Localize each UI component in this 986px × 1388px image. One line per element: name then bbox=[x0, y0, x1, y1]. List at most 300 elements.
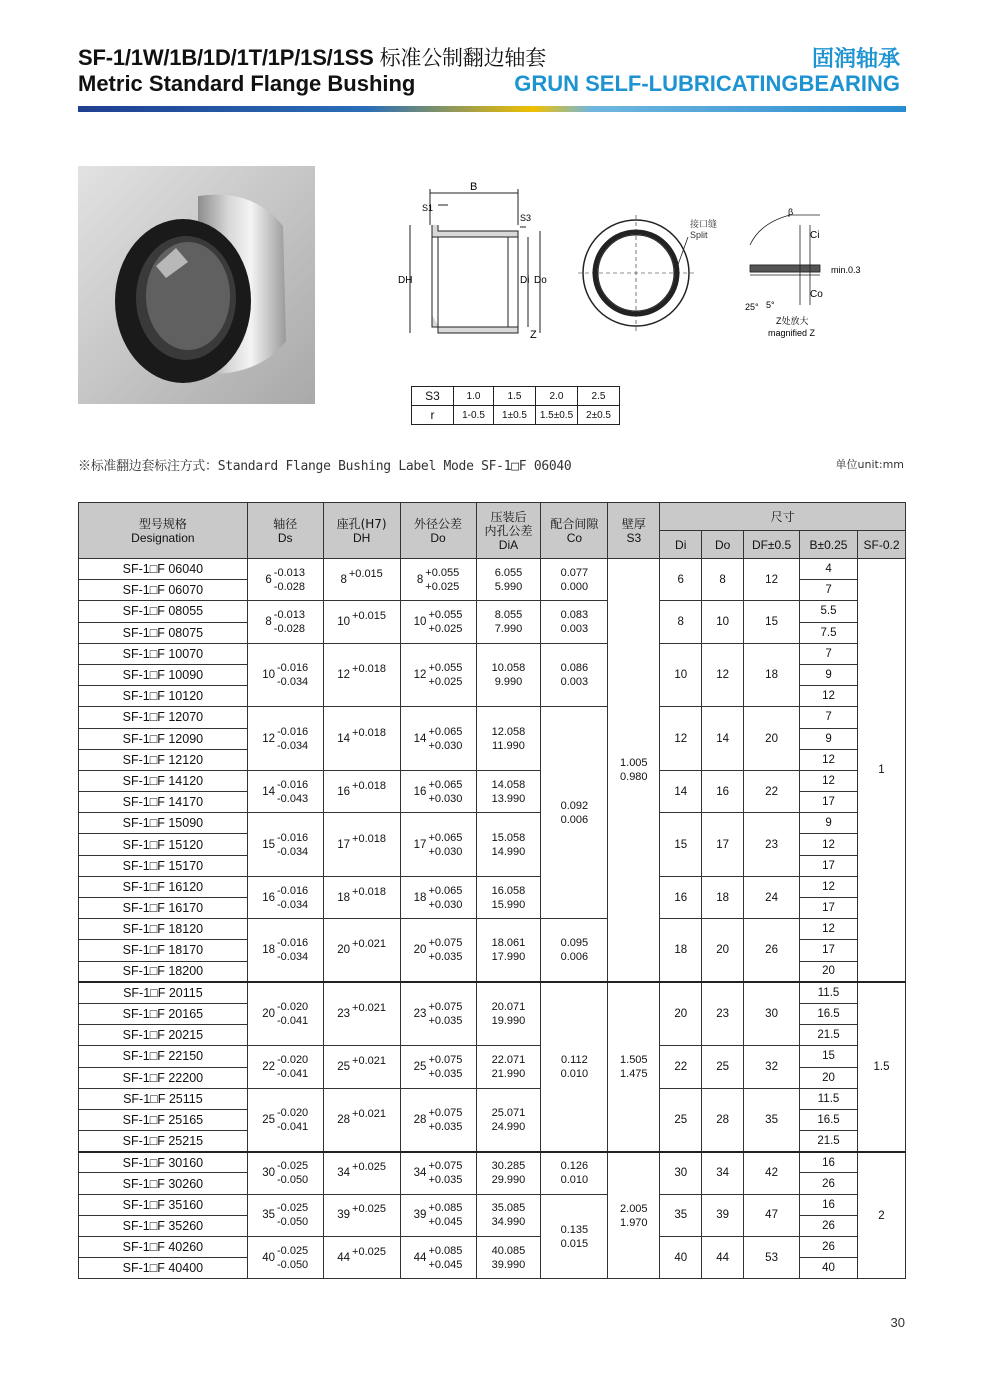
dim-do-label: Do bbox=[534, 275, 547, 286]
outer-cell-lower: +0.045 bbox=[428, 1216, 463, 1229]
co-label: Co bbox=[810, 289, 823, 300]
pressed-id-cell-upper: 30.285 bbox=[491, 1160, 526, 1173]
housing-cell bbox=[323, 813, 400, 877]
page-subtitle: Metric Standard Flange Bushing bbox=[78, 71, 416, 96]
do-cell: 23 bbox=[702, 982, 744, 1046]
s3-value: 2.0 bbox=[536, 387, 578, 406]
shaft-cell-nominal: 25 bbox=[262, 1113, 275, 1126]
outer-cell-upper: +0.075 bbox=[428, 1160, 463, 1173]
shaft-cell-upper: -0.016 bbox=[276, 884, 309, 897]
outer-cell-lower: +0.035 bbox=[428, 1015, 463, 1028]
table-row bbox=[79, 982, 906, 1003]
clearance-cell-upper: 0.112 bbox=[561, 1054, 588, 1066]
outer-cell bbox=[400, 643, 476, 707]
shaft-cell bbox=[247, 876, 323, 918]
housing-cell bbox=[323, 601, 400, 643]
pressed-id-cell bbox=[476, 1194, 541, 1236]
shaft-cell-lower: -0.041 bbox=[276, 1015, 309, 1028]
shaft-cell bbox=[247, 559, 323, 601]
shaft-cell bbox=[247, 601, 323, 643]
dfl-cell: 24 bbox=[744, 876, 800, 918]
outer-cell-lower: +0.030 bbox=[428, 792, 463, 805]
outer-cell-nominal: 12 bbox=[413, 669, 427, 682]
di-cell: 20 bbox=[660, 982, 702, 1046]
designation-cell: SF-1□F 06070 bbox=[79, 580, 248, 601]
outer-cell-upper: +0.085 bbox=[428, 1202, 463, 1215]
shaft-cell bbox=[247, 813, 323, 877]
housing-cell-nominal: 14 bbox=[337, 732, 351, 745]
outer-cell-nominal: 18 bbox=[413, 891, 427, 904]
outer-cell-nominal: 17 bbox=[413, 838, 427, 851]
r-value: 1±0.5 bbox=[494, 406, 536, 425]
wall-cell-upper: 2.005 bbox=[620, 1202, 648, 1215]
housing-cell-upper: +0.015 bbox=[352, 610, 386, 623]
designation-cell: SF-1□F 12090 bbox=[79, 728, 248, 749]
outer-cell-upper: +0.075 bbox=[428, 1106, 463, 1119]
table-row bbox=[79, 876, 906, 897]
pressed-id-cell bbox=[476, 1046, 541, 1088]
clearance-cell-upper: 0.077 bbox=[560, 566, 589, 579]
shaft-cell-nominal: 18 bbox=[262, 944, 275, 957]
table-row bbox=[79, 1237, 906, 1258]
outer-cell-lower: +0.035 bbox=[428, 951, 463, 964]
angle-5-label: 5° bbox=[766, 300, 775, 310]
pressed-id-cell-upper: 12.058 bbox=[491, 725, 526, 738]
pressed-id-cell-upper: 40.085 bbox=[491, 1244, 526, 1257]
do-cell: 34 bbox=[702, 1152, 744, 1194]
col-size-group: 尺寸 bbox=[660, 503, 906, 531]
housing-cell-upper: +0.015 bbox=[348, 567, 383, 580]
outer-cell-nominal: 20 bbox=[413, 944, 427, 957]
designation-cell: SF-1□F 08055 bbox=[79, 601, 248, 622]
shaft-cell-lower: -0.034 bbox=[276, 898, 309, 911]
b-cell: 17 bbox=[800, 898, 858, 919]
shaft-cell-upper: -0.025 bbox=[276, 1244, 309, 1257]
outer-cell-nominal: 39 bbox=[413, 1209, 427, 1222]
outer-cell bbox=[400, 601, 476, 643]
designation-cell: SF-1□F 30160 bbox=[79, 1152, 248, 1173]
designation-cell: SF-1□F 18170 bbox=[79, 940, 248, 961]
designation-cell: SF-1□F 12070 bbox=[79, 707, 248, 728]
outer-cell bbox=[400, 559, 476, 601]
shaft-cell-upper: -0.020 bbox=[276, 1054, 309, 1066]
designation-cell: SF-1□F 22200 bbox=[79, 1067, 248, 1088]
pressed-id-cell-upper: 22.071 bbox=[491, 1054, 526, 1066]
outer-cell-nominal: 25 bbox=[413, 1061, 427, 1073]
clearance-cell-upper: 0.095 bbox=[560, 937, 589, 950]
wall-cell bbox=[608, 1152, 660, 1279]
housing-cell bbox=[323, 770, 400, 812]
designation-cell: SF-1□F 20115 bbox=[79, 982, 248, 1003]
housing-cell bbox=[323, 1194, 400, 1236]
housing-cell bbox=[323, 643, 400, 707]
designation-cell: SF-1□F 16170 bbox=[79, 898, 248, 919]
housing-cell-upper: +0.021 bbox=[352, 1055, 386, 1067]
col-b: B±0.25 bbox=[800, 531, 858, 559]
outer-cell bbox=[400, 919, 476, 983]
title-cn: 标准公制翻边轴套 bbox=[379, 46, 546, 70]
magnified-label-cn: Z处放大 bbox=[776, 316, 809, 326]
pressed-id-cell-upper: 16.058 bbox=[491, 884, 526, 897]
clearance-cell-lower: 0.003 bbox=[560, 676, 589, 689]
clearance-cell-lower: 0.010 bbox=[560, 1068, 589, 1080]
shaft-cell-nominal: 14 bbox=[262, 785, 275, 798]
page-title bbox=[78, 42, 546, 72]
designation-cell: SF-1□F 14120 bbox=[79, 770, 248, 791]
designation-cell: SF-1□F 12120 bbox=[79, 749, 248, 770]
b-cell: 7.5 bbox=[800, 622, 858, 643]
pressed-id-cell bbox=[476, 559, 541, 601]
angle-beta-label: β bbox=[788, 207, 794, 217]
col-shaft: 轴径 Ds bbox=[247, 503, 323, 559]
clearance-cell-upper: 0.086 bbox=[560, 662, 589, 675]
housing-cell bbox=[323, 1237, 400, 1279]
table-row bbox=[79, 1046, 906, 1067]
pressed-id-cell bbox=[476, 707, 541, 771]
outer-cell-nominal: 8 bbox=[416, 573, 424, 586]
di-cell: 18 bbox=[660, 919, 702, 983]
outer-cell-nominal: 10 bbox=[413, 616, 427, 629]
angle-25-label: 25° bbox=[745, 302, 759, 312]
shaft-cell-nominal: 20 bbox=[262, 1008, 275, 1021]
designation-cell: SF-1□F 15120 bbox=[79, 834, 248, 855]
pressed-id-cell-lower: 14.990 bbox=[491, 845, 526, 858]
title-en: SF-1/1W/1B/1D/1T/1P/1S/1SS bbox=[78, 45, 374, 70]
designation-cell: SF-1□F 10120 bbox=[79, 686, 248, 707]
shaft-cell bbox=[247, 1194, 323, 1236]
table-row bbox=[79, 813, 906, 834]
pressed-id-cell-lower: 34.990 bbox=[491, 1216, 526, 1229]
shaft-cell-lower: -0.050 bbox=[276, 1258, 309, 1271]
designation-cell: SF-1□F 25215 bbox=[79, 1131, 248, 1152]
table-row bbox=[79, 1152, 906, 1173]
housing-cell-upper: +0.025 bbox=[352, 1203, 386, 1216]
shaft-cell bbox=[247, 1237, 323, 1279]
designation-cell: SF-1□F 20215 bbox=[79, 1025, 248, 1046]
table-row bbox=[79, 919, 906, 940]
pressed-id-cell-upper: 18.061 bbox=[491, 937, 526, 950]
housing-cell-nominal: 18 bbox=[337, 891, 351, 904]
designation-cell: SF-1□F 35160 bbox=[79, 1194, 248, 1215]
pressed-id-cell-upper: 25.071 bbox=[491, 1106, 526, 1119]
shaft-cell-upper: -0.020 bbox=[276, 1106, 309, 1119]
housing-cell-upper: +0.018 bbox=[352, 832, 386, 845]
min-label: min.0.3 bbox=[831, 265, 861, 275]
di-cell: 12 bbox=[660, 707, 702, 771]
housing-cell bbox=[323, 919, 400, 983]
housing-cell-nominal: 20 bbox=[337, 944, 351, 957]
product-photo bbox=[78, 166, 315, 404]
do-cell: 17 bbox=[702, 813, 744, 877]
housing-cell-nominal: 16 bbox=[337, 785, 351, 798]
designation-cell: SF-1□F 18120 bbox=[79, 919, 248, 940]
dfl-cell: 30 bbox=[744, 982, 800, 1046]
housing-cell-nominal: 8 bbox=[340, 573, 347, 586]
outer-cell-nominal: 16 bbox=[413, 785, 427, 798]
housing-cell bbox=[323, 1088, 400, 1152]
pressed-id-cell-lower: 5.990 bbox=[494, 580, 523, 593]
designation-cell: SF-1□F 40260 bbox=[79, 1237, 248, 1258]
di-cell: 40 bbox=[660, 1237, 702, 1279]
pressed-id-cell bbox=[476, 813, 541, 877]
shaft-cell-lower: -0.034 bbox=[276, 676, 309, 689]
col-housing: 座孔(H7) DH bbox=[323, 503, 400, 559]
shaft-cell-nominal: 16 bbox=[262, 891, 275, 904]
pressed-id-cell-lower: 13.990 bbox=[491, 792, 526, 805]
col-sfl: SF-0.2 bbox=[857, 531, 905, 559]
table-body bbox=[79, 559, 906, 1279]
do-cell: 12 bbox=[702, 643, 744, 707]
pressed-id-cell bbox=[476, 982, 541, 1046]
housing-cell bbox=[323, 559, 400, 601]
table-row bbox=[79, 643, 906, 664]
housing-cell bbox=[323, 1152, 400, 1194]
outer-cell bbox=[400, 1088, 476, 1152]
outer-cell-lower: +0.025 bbox=[425, 580, 460, 593]
dfl-cell: 35 bbox=[744, 1088, 800, 1152]
do-cell: 18 bbox=[702, 876, 744, 918]
shaft-cell-lower: -0.034 bbox=[276, 951, 309, 964]
b-cell: 12 bbox=[800, 770, 858, 791]
dfl-cell: 53 bbox=[744, 1237, 800, 1279]
shaft-cell-lower: -0.043 bbox=[276, 792, 309, 805]
housing-cell-upper: +0.021 bbox=[352, 1002, 386, 1015]
shaft-cell bbox=[247, 982, 323, 1046]
outer-cell bbox=[400, 1152, 476, 1194]
b-cell: 7 bbox=[800, 707, 858, 728]
b-cell: 21.5 bbox=[800, 1025, 858, 1046]
shaft-cell-nominal: 40 bbox=[262, 1251, 275, 1264]
do-cell: 10 bbox=[702, 601, 744, 643]
housing-cell-upper: +0.021 bbox=[352, 938, 386, 951]
pressed-id-cell-upper: 20.071 bbox=[491, 1001, 526, 1014]
dim-b-label: B bbox=[470, 181, 478, 193]
pressed-id-cell-lower: 15.990 bbox=[491, 898, 526, 911]
s3-row-label: S3 bbox=[412, 387, 454, 406]
pressed-id-cell bbox=[476, 919, 541, 983]
pressed-id-cell-upper: 8.055 bbox=[494, 609, 523, 622]
housing-cell-upper: +0.025 bbox=[352, 1161, 386, 1174]
dfl-cell: 18 bbox=[744, 643, 800, 707]
clearance-cell bbox=[541, 601, 608, 643]
b-cell: 11.5 bbox=[800, 982, 858, 1003]
outer-cell-upper: +0.065 bbox=[428, 884, 463, 897]
outer-cell-nominal: 34 bbox=[413, 1167, 427, 1180]
outer-cell-lower: +0.030 bbox=[428, 845, 463, 858]
col-clearance: 配合间隙 Co bbox=[541, 503, 608, 559]
shaft-cell-upper: -0.016 bbox=[276, 778, 309, 791]
housing-cell bbox=[323, 1046, 400, 1088]
shaft-cell-nominal: 35 bbox=[262, 1209, 275, 1222]
housing-cell bbox=[323, 707, 400, 771]
clearance-cell-lower: 0.003 bbox=[560, 623, 589, 636]
do-cell: 8 bbox=[702, 559, 744, 601]
clearance-cell bbox=[541, 1152, 608, 1194]
shaft-cell-lower: -0.028 bbox=[273, 623, 305, 636]
b-cell: 20 bbox=[800, 961, 858, 982]
shaft-cell bbox=[247, 770, 323, 812]
outer-cell-lower: +0.045 bbox=[428, 1258, 463, 1271]
housing-cell-upper: +0.025 bbox=[352, 1245, 386, 1258]
b-cell: 21.5 bbox=[800, 1131, 858, 1152]
housing-cell-upper: +0.018 bbox=[352, 885, 386, 898]
dfl-cell: 23 bbox=[744, 813, 800, 877]
pressed-id-cell-lower: 9.990 bbox=[494, 676, 523, 689]
pressed-id-cell-upper: 6.055 bbox=[494, 566, 523, 579]
dim-z-label: Z bbox=[530, 329, 537, 341]
shaft-cell bbox=[247, 1046, 323, 1088]
dfl-cell: 20 bbox=[744, 707, 800, 771]
ci-label: Ci bbox=[810, 230, 820, 241]
housing-cell-upper: +0.018 bbox=[352, 779, 386, 792]
outer-cell-upper: +0.075 bbox=[428, 937, 463, 950]
outer-cell-upper: +0.065 bbox=[428, 778, 463, 791]
pressed-id-cell-lower: 7.990 bbox=[494, 623, 523, 636]
wall-cell-upper: 1.005 bbox=[620, 757, 648, 770]
designation-cell: SF-1□F 15090 bbox=[79, 813, 248, 834]
do-cell: 28 bbox=[702, 1088, 744, 1152]
shaft-cell-lower: -0.034 bbox=[276, 739, 309, 752]
b-cell: 20 bbox=[800, 1067, 858, 1088]
shaft-cell-nominal: 22 bbox=[262, 1061, 275, 1073]
outer-cell-lower: +0.035 bbox=[428, 1174, 463, 1187]
outer-cell bbox=[400, 770, 476, 812]
pressed-id-cell bbox=[476, 770, 541, 812]
housing-cell-upper: +0.021 bbox=[352, 1107, 386, 1120]
shaft-cell-nominal: 12 bbox=[262, 732, 275, 745]
brand-name-cn: 固润轴承 bbox=[811, 47, 900, 72]
designation-cell: SF-1□F 08075 bbox=[79, 622, 248, 643]
shaft-cell bbox=[247, 919, 323, 983]
wall-cell-lower: 1.475 bbox=[620, 1068, 648, 1080]
shaft-cell bbox=[247, 1152, 323, 1194]
b-cell: 11.5 bbox=[800, 1088, 858, 1109]
designation-cell: SF-1□F 15170 bbox=[79, 855, 248, 876]
b-cell: 16.5 bbox=[800, 1109, 858, 1130]
housing-cell-nominal: 23 bbox=[337, 1008, 351, 1021]
dfl-cell: 42 bbox=[744, 1152, 800, 1194]
outer-cell bbox=[400, 707, 476, 771]
b-cell: 26 bbox=[800, 1215, 858, 1236]
b-cell: 12 bbox=[800, 876, 858, 897]
pressed-id-cell-lower: 29.990 bbox=[491, 1174, 526, 1187]
pressed-id-cell bbox=[476, 1088, 541, 1152]
shaft-cell-nominal: 6 bbox=[265, 573, 272, 586]
col-dfl: DF±0.5 bbox=[744, 531, 800, 559]
col-wall: 壁厚 S3 bbox=[608, 503, 660, 559]
housing-cell-nominal: 44 bbox=[337, 1251, 351, 1264]
designation-cell: SF-1□F 10090 bbox=[79, 664, 248, 685]
unit-label: 单位unit:mm bbox=[835, 458, 904, 471]
di-cell: 25 bbox=[660, 1088, 702, 1152]
clearance-cell-lower: 0.006 bbox=[560, 813, 589, 826]
dfl-cell: 12 bbox=[744, 559, 800, 601]
s3-value: 1.5 bbox=[494, 387, 536, 406]
b-cell: 7 bbox=[800, 643, 858, 664]
dfl-cell: 22 bbox=[744, 770, 800, 812]
shaft-cell-nominal: 15 bbox=[262, 838, 275, 851]
b-cell: 40 bbox=[800, 1258, 858, 1279]
shaft-cell-upper: -0.016 bbox=[276, 831, 309, 844]
clearance-cell bbox=[541, 1194, 608, 1279]
di-cell: 10 bbox=[660, 643, 702, 707]
housing-cell-nominal: 34 bbox=[337, 1167, 351, 1180]
designation-cell: SF-1□F 10070 bbox=[79, 643, 248, 664]
clearance-cell bbox=[541, 559, 608, 601]
b-cell: 4 bbox=[800, 559, 858, 580]
housing-cell bbox=[323, 876, 400, 918]
pressed-id-cell-lower: 39.990 bbox=[491, 1258, 526, 1271]
col-do: Do bbox=[702, 531, 744, 559]
clearance-cell bbox=[541, 982, 608, 1152]
outer-cell-lower: +0.035 bbox=[428, 1068, 463, 1080]
outer-cell-upper: +0.055 bbox=[428, 662, 463, 675]
pressed-id-cell bbox=[476, 643, 541, 707]
dim-s3-label: S3 bbox=[520, 213, 532, 223]
housing-cell bbox=[323, 982, 400, 1046]
r-row-label: r bbox=[412, 406, 454, 425]
table-row bbox=[79, 1194, 906, 1215]
di-cell: 35 bbox=[660, 1194, 702, 1236]
wall-cell bbox=[608, 982, 660, 1152]
table-row bbox=[79, 707, 906, 728]
pressed-id-cell bbox=[476, 1237, 541, 1279]
shaft-cell-upper: -0.025 bbox=[276, 1202, 309, 1215]
do-cell: 25 bbox=[702, 1046, 744, 1088]
outer-cell-upper: +0.055 bbox=[428, 609, 463, 622]
b-cell: 12 bbox=[800, 919, 858, 940]
designation-cell: SF-1□F 25165 bbox=[79, 1109, 248, 1130]
shaft-cell-upper: -0.016 bbox=[276, 662, 309, 675]
table-row bbox=[79, 1088, 906, 1109]
b-cell: 9 bbox=[800, 728, 858, 749]
bushing-spec-table bbox=[78, 502, 906, 1279]
clearance-cell-lower: 0.010 bbox=[560, 1174, 589, 1187]
page-number: 30 bbox=[890, 1315, 905, 1330]
designation-cell: SF-1□F 16120 bbox=[79, 876, 248, 897]
table-row bbox=[79, 770, 906, 791]
designation-cell: SF-1□F 18200 bbox=[79, 961, 248, 982]
b-cell: 15 bbox=[800, 1046, 858, 1067]
b-cell: 17 bbox=[800, 792, 858, 813]
di-cell: 14 bbox=[660, 770, 702, 812]
outer-cell-upper: +0.065 bbox=[428, 725, 463, 738]
pressed-id-cell-upper: 14.058 bbox=[491, 778, 526, 791]
outer-cell-upper: +0.065 bbox=[428, 831, 463, 844]
dim-dh-label: DH bbox=[398, 275, 413, 286]
b-cell: 12 bbox=[800, 834, 858, 855]
b-cell: 17 bbox=[800, 855, 858, 876]
outer-cell-lower: +0.035 bbox=[428, 1120, 463, 1133]
designation-cell: SF-1□F 20165 bbox=[79, 1003, 248, 1024]
technical-drawing bbox=[390, 175, 890, 350]
shaft-cell-upper: -0.013 bbox=[273, 609, 305, 622]
s3-value: 2.5 bbox=[578, 387, 620, 406]
b-cell: 16 bbox=[800, 1194, 858, 1215]
pressed-id-cell-upper: 35.085 bbox=[491, 1202, 526, 1215]
di-cell: 15 bbox=[660, 813, 702, 877]
clearance-cell bbox=[541, 919, 608, 983]
housing-cell-nominal: 25 bbox=[337, 1061, 351, 1073]
outer-cell-upper: +0.055 bbox=[425, 566, 460, 579]
di-cell: 6 bbox=[660, 559, 702, 601]
b-cell: 12 bbox=[800, 686, 858, 707]
wall-cell bbox=[608, 559, 660, 983]
shaft-cell-nominal: 8 bbox=[265, 616, 272, 629]
outer-cell bbox=[400, 813, 476, 877]
shaft-cell-lower: -0.050 bbox=[276, 1216, 309, 1229]
col-di: Di bbox=[660, 531, 702, 559]
